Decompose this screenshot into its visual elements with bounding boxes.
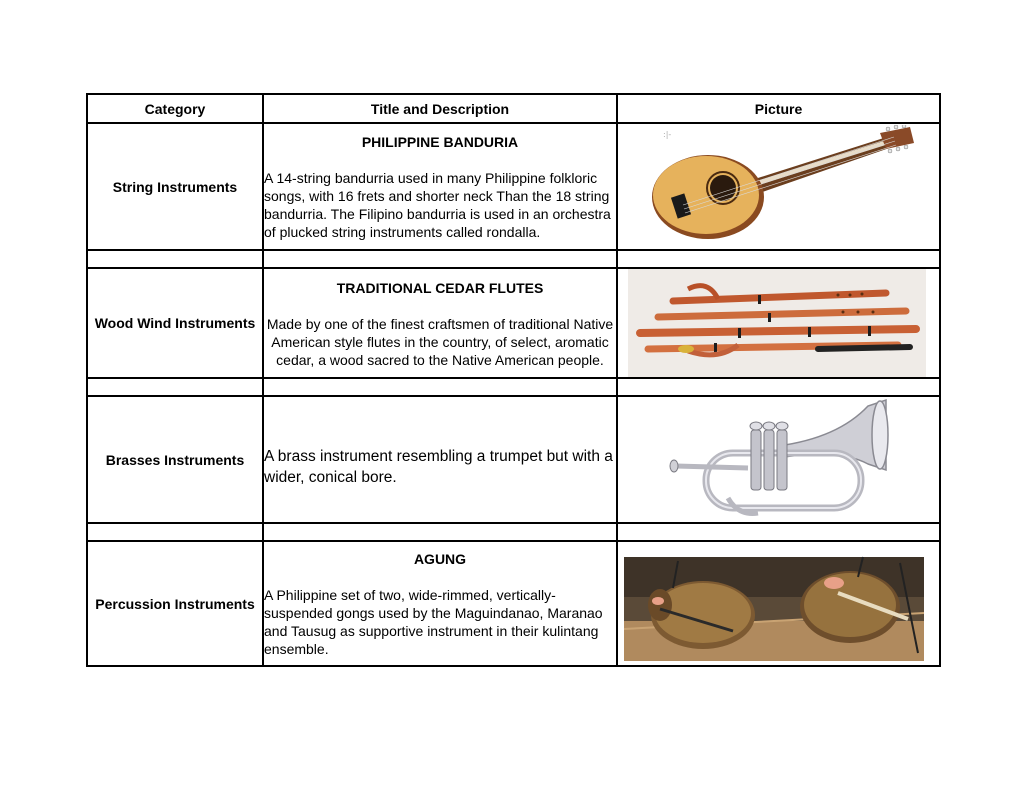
spacer-row bbox=[87, 523, 940, 541]
category-cell: String Instruments bbox=[87, 123, 263, 250]
picture-cell bbox=[617, 396, 940, 523]
flugelhorn-image bbox=[618, 398, 937, 521]
table-row bbox=[87, 123, 940, 250]
header-picture: Picture bbox=[617, 94, 940, 123]
instrument-title: AGUNG bbox=[413, 551, 467, 567]
svg-text::|-: :|- bbox=[663, 130, 672, 139]
picture-cell bbox=[617, 541, 940, 666]
picture-cell bbox=[617, 123, 940, 250]
description-cell bbox=[263, 541, 617, 666]
instrument-description: Made by one of the finest craftsmen of traditional Native American style flutes in the country, of select, aromatic cedar, a wood sacred to the Native American people. bbox=[266, 315, 614, 368]
instrument-title: PHILIPPINE BANDURIA bbox=[361, 134, 519, 150]
bandurria-image bbox=[618, 125, 937, 248]
instrument-table bbox=[86, 93, 941, 667]
header-category: Category bbox=[87, 94, 263, 123]
instrument-description: A 14-string bandurria used in many Philippine folkloric songs, with 16 frets and shorter neck Than the 18 string bandurria. The Filipino bandurria is used in an orchestra of plucked string instruments called rondalla. bbox=[264, 170, 611, 240]
instrument-description: A brass instrument resembling a trumpet but with a wider, conical bore. bbox=[264, 448, 613, 486]
category-cell: Percussion Instruments bbox=[87, 541, 263, 666]
spacer-row bbox=[87, 378, 940, 396]
table-row bbox=[87, 268, 940, 378]
description-cell bbox=[263, 396, 617, 523]
table-row bbox=[87, 396, 940, 523]
category-cell: Wood Wind Instruments bbox=[87, 268, 263, 378]
spacer-row bbox=[87, 250, 940, 268]
picture-cell bbox=[617, 268, 940, 378]
header-title-description: Title and Description bbox=[263, 94, 617, 123]
instrument-description: A Philippine set of two, wide-rimmed, vertically-suspended gongs used by the Maguindanao, Maranao and Tausug as supportive instrument in their kulintang ensemble. bbox=[264, 587, 603, 657]
instrument-title: TRADITIONAL CEDAR FLUTES bbox=[336, 279, 544, 296]
description-cell bbox=[263, 123, 617, 250]
header-row bbox=[87, 94, 940, 123]
table-row bbox=[87, 541, 940, 666]
agung-gongs-image bbox=[618, 543, 937, 664]
description-cell bbox=[263, 268, 617, 378]
cedar-flutes-image bbox=[618, 269, 937, 377]
category-cell: Brasses Instruments bbox=[87, 396, 263, 523]
